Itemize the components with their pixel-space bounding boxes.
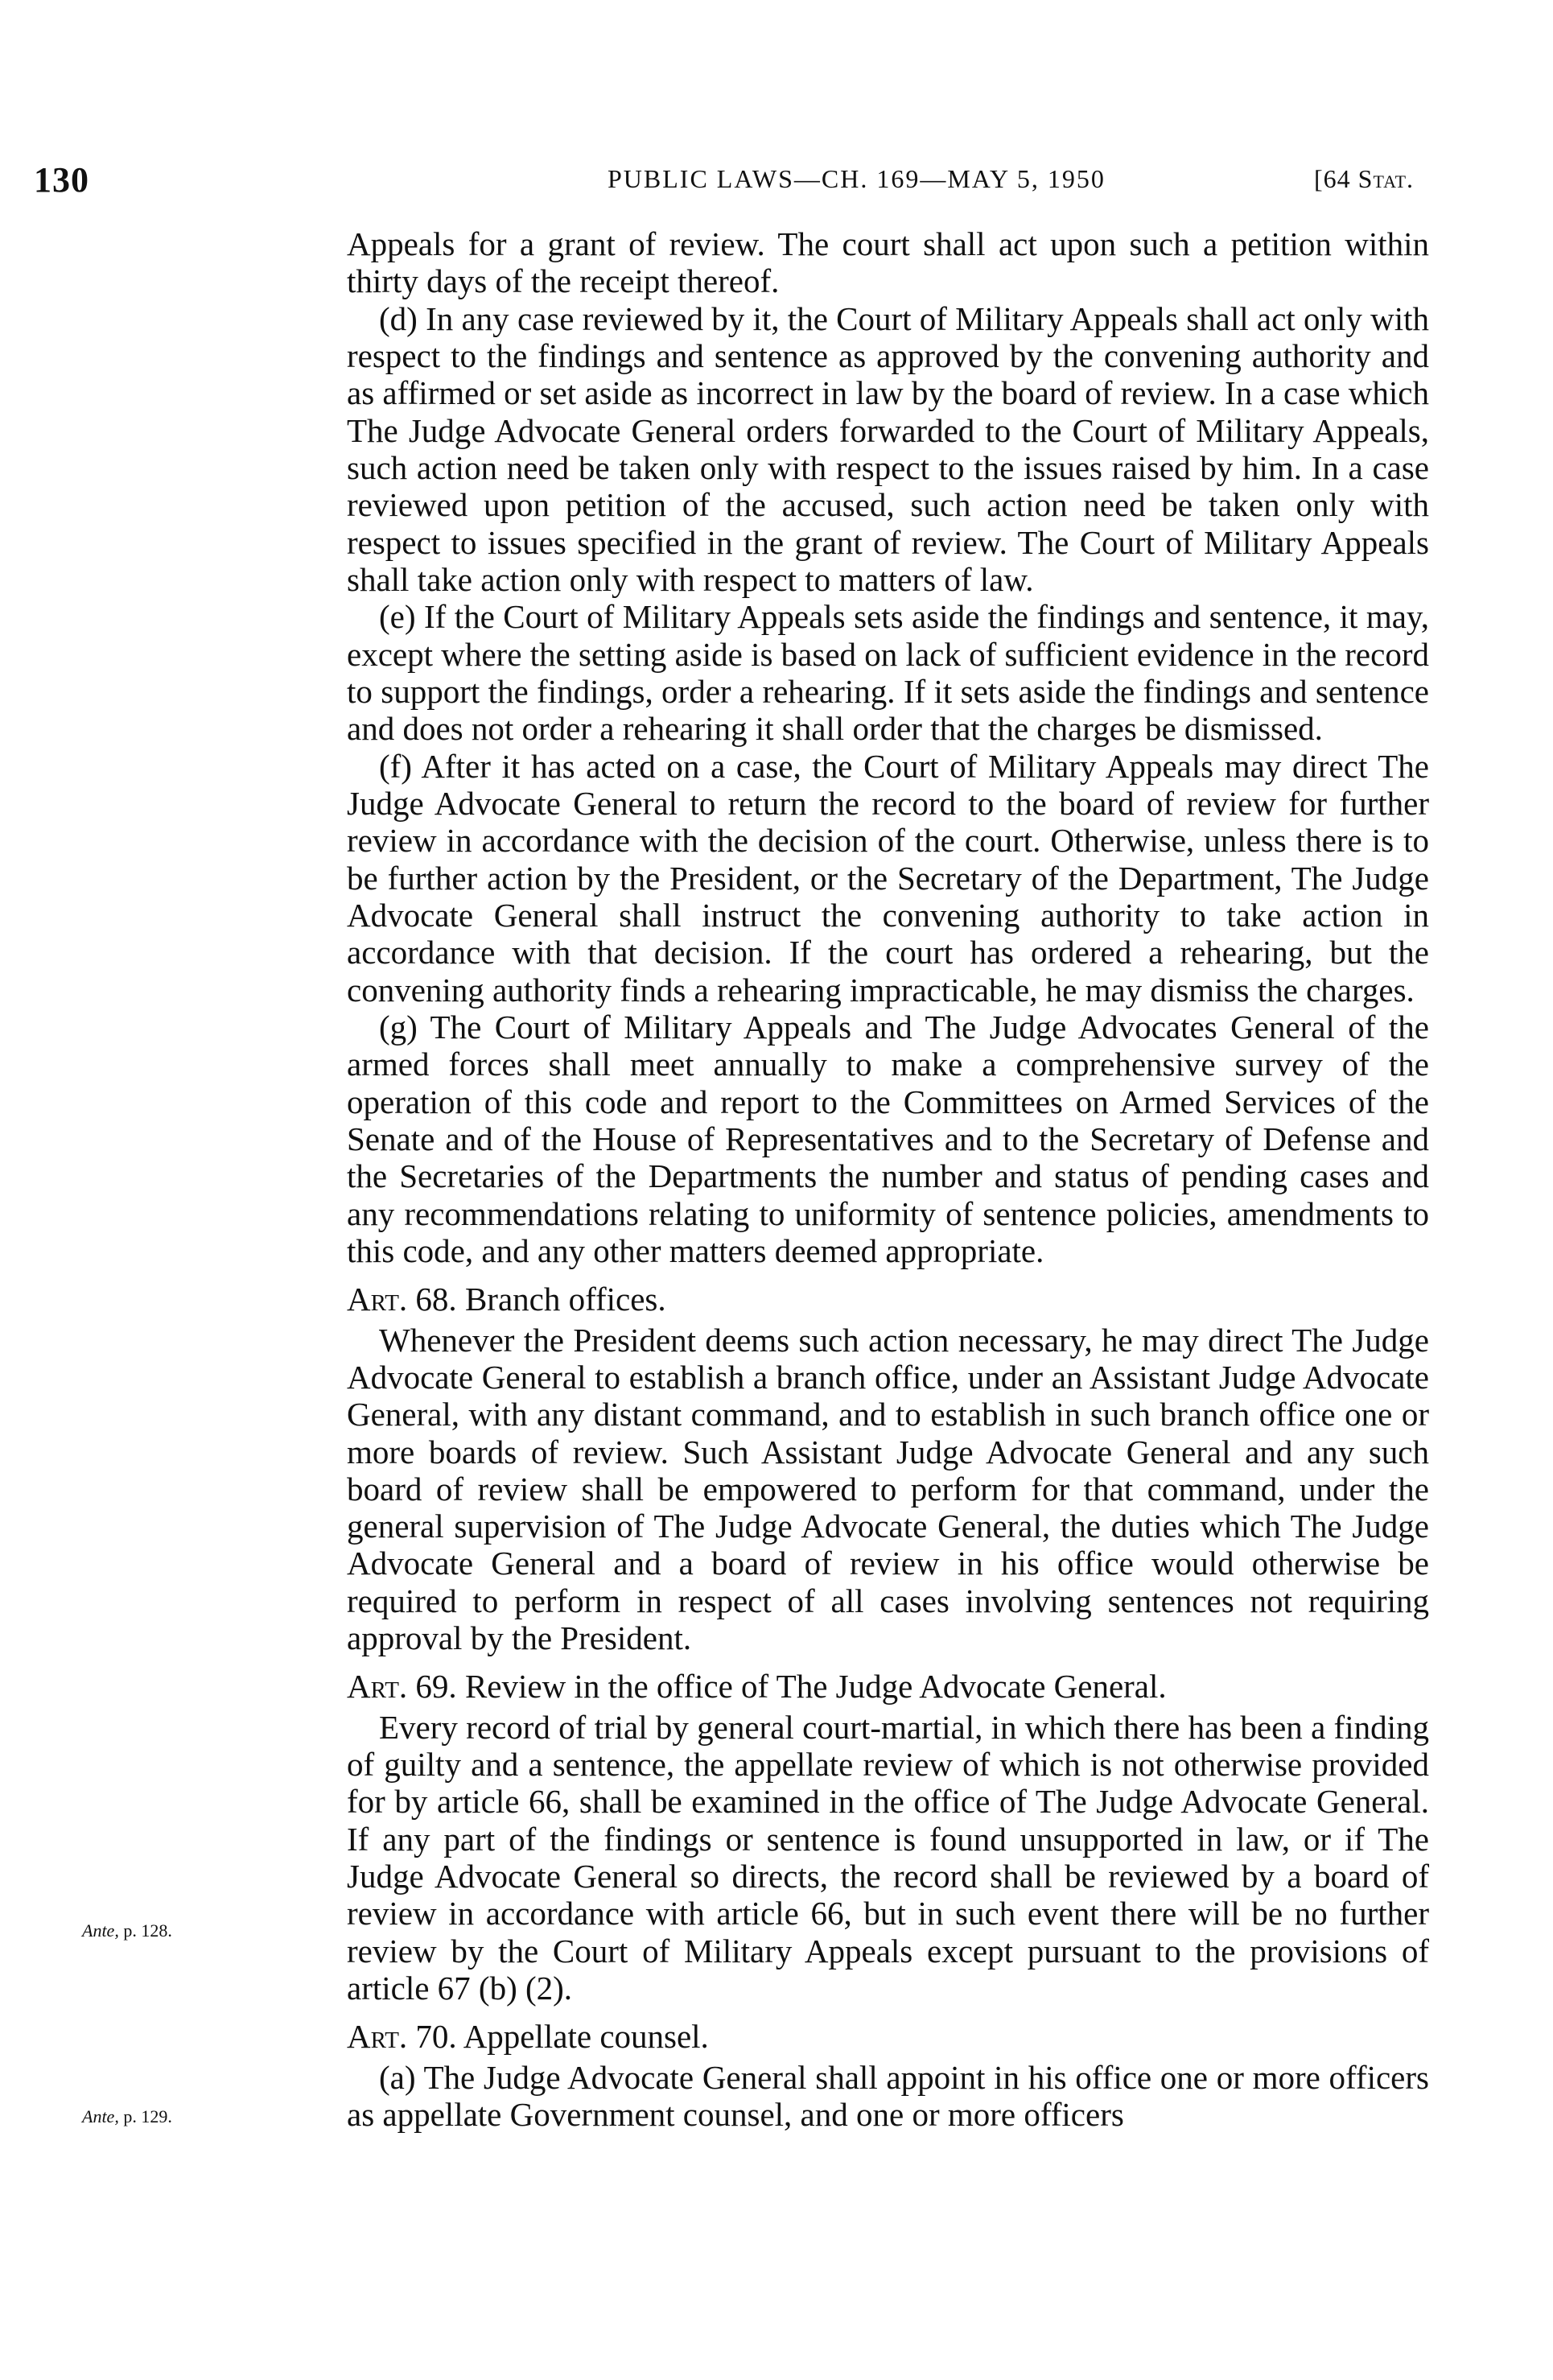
margin-note-ante-129	[82, 2106, 235, 2127]
paragraph-e: (e) If the Court of Military Appeals sets aside the findings and sentence, it may, except where the setting aside is based on lack of sufficient evidence in the record to support the findings, order a rehearing. If it sets aside the findings and sentence and does not order a rehearing it shall order that the charges be dismissed.	[347, 598, 1429, 748]
body-text	[347, 225, 1429, 2133]
article-69-text: Every record of trial by general court-martial, in which there has been a finding of guilty and a sentence, the appellate review of which is not otherwise provided for by article 66, shall be examined in the office of The Judge Advocate General. If any part of the findings or sentence is found unsupported in law, or if The Judge Advocate General so directs, the record shall be reviewed by a board of review in accordance with article 66, but in such event there will be no further review by the Court of Military Appeals except pursuant to the provisions of article 67 (b) (2).	[347, 1708, 1429, 2007]
paragraph-g: (g) The Court of Military Appeals and The Judge Advocates General of the armed forces shall meet annually to make a comprehensive survey of the operation of this code and report to the Committees on Armed Services of the Senate and of the House of Representatives and to the Secretary of Defense and the Secretaries of the Departments the number and status of pending cases and any recommendations relating to uniformity of sentence policies, amendments to this code, and any other matters deemed appropriate.	[347, 1008, 1429, 1269]
margin-note-ante: Ante,	[82, 2106, 119, 2126]
running-head: PUBLIC LAWS—CH. 169—MAY 5, 1950	[608, 164, 1106, 193]
article-68-text: Whenever the President deems such action necessary, he may direct The Judge Advocate General to establish a branch office, under an Assistant Judge Advocate General, with any distant command, and to establish in such branch office one or more boards of review. Such Assistant Judge Advocate General and any such board of review shall be empowered to perform for that command, under the general supervision of The Judge Advocate General, the duties which The Judge Advocate General and a board of review in his office would otherwise be required to perform in respect of all cases involving sentences not requiring approval by the President.	[347, 1321, 1429, 1657]
paragraph-d: (d) In any case reviewed by it, the Court of Military Appeals shall act only with respect to the findings and sentence as approved by the convening authority and as affirmed or set aside as incorrect in law by the board of review. In a case which The Judge Advocate General orders forwarded to the Court of Military Appeals, such action need be taken only with respect to the issues raised by him. In a case reviewed upon petition of the accused, such action need be taken only with respect to issues specified in the grant of review. The Court of Military Appeals shall take action only with respect to matters of law.	[347, 299, 1429, 598]
margin-note-ante: Ante,	[82, 1920, 119, 1941]
article-69-heading	[347, 1668, 1429, 1705]
paragraph-f: (f) After it has acted on a case, the Court of Military Appeals may direct The Judge Advocate General to return the record to the board of review for further review in accordance with the decision of the court. Otherwise, unless there is to be further action by the President, or the Secretary of the Department, The Judge Advocate General shall instruct the convening authority to take action in accordance with that decision. If the court has ordered a rehearing, but the convening authority finds a rehearing impracticable, he may dismiss the charges.	[347, 747, 1429, 1009]
article-68-title: Branch offices.	[464, 1281, 666, 1318]
margin-note-page: p. 129.	[123, 2106, 172, 2126]
paragraph-continuation: Appeals for a grant of review. The court shall act upon such a petition within thirty days of the receipt thereof.	[347, 225, 1429, 300]
page-header	[0, 159, 1553, 216]
article-70-paragraph-a: (a) The Judge Advocate General shall appoint in his office one or more officers as appellate Government counsel, and one or more officers	[347, 2058, 1429, 2134]
article-69-label: Art. 69.	[347, 1668, 457, 1706]
article-68-heading	[347, 1281, 1429, 1318]
article-68-label: Art. 68.	[347, 1281, 457, 1318]
margin-note-page: p. 128.	[123, 1920, 172, 1941]
margin-note-ante-128	[82, 1920, 235, 1941]
article-69-title: Review in the office of The Judge Advocate General.	[464, 1668, 1167, 1706]
article-70-heading	[347, 2018, 1429, 2055]
page-number: 130	[34, 160, 89, 200]
article-70-title: Appellate counsel.	[463, 2018, 709, 2056]
volume-reference: [64 Stat.	[1314, 164, 1415, 193]
article-70-label: Art. 70.	[347, 2018, 457, 2056]
